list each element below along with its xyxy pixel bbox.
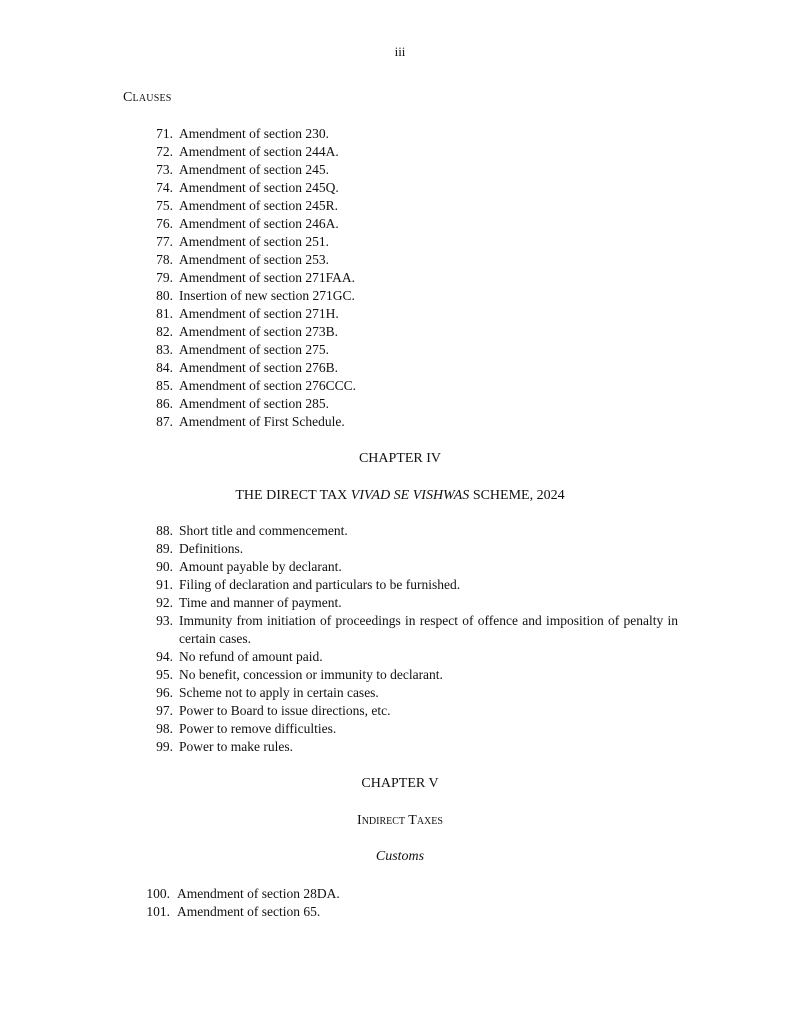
clause-text: Amendment of section 253. — [179, 252, 329, 267]
clause-text: Short title and commencement. — [179, 523, 348, 538]
clause-item — [143, 233, 683, 251]
clause-number: 101. — [146, 904, 170, 919]
clause-number: 83. — [156, 342, 173, 357]
chapter-v-heading: CHAPTER V — [361, 776, 439, 791]
clause-number: 74. — [156, 180, 173, 195]
clause-number: 78. — [156, 252, 173, 267]
clause-item — [143, 558, 678, 576]
clause-item — [139, 903, 679, 921]
customs-heading: Customs — [375, 849, 425, 864]
clause-number: 82. — [156, 324, 173, 339]
clause-number: 86. — [156, 396, 173, 411]
clause-number: 77. — [156, 234, 173, 249]
clause-number: 92. — [156, 595, 173, 610]
scheme-title-italic: VIVAD SE VISHWAS — [350, 488, 470, 503]
clause-text: Amendment of First Schedule. — [179, 414, 345, 429]
clause-text: Amendment of section 271FAA. — [179, 270, 355, 285]
clause-number: 87. — [156, 414, 173, 429]
clause-item — [143, 702, 678, 720]
clause-number: 100. — [146, 886, 170, 901]
clause-text: Amount payable by declarant. — [179, 559, 342, 574]
clause-item — [143, 251, 683, 269]
clause-item — [143, 395, 683, 413]
clause-item — [143, 594, 678, 612]
clause-number: 88. — [156, 523, 173, 538]
clause-number: 96. — [156, 685, 173, 700]
clause-text: Time and manner of payment. — [179, 595, 342, 610]
clause-item — [143, 413, 683, 431]
clause-text: Filing of declaration and particulars to be furnished. — [179, 577, 461, 592]
clauses-list-amendments — [143, 125, 683, 431]
clause-text: Amendment of section 245Q. — [179, 180, 339, 195]
clause-item — [143, 540, 678, 558]
clause-text: Amendment of section 271H. — [179, 306, 339, 321]
clause-text: Amendment of section 65. — [177, 904, 321, 919]
clause-number: 80. — [156, 288, 173, 303]
clause-item — [143, 125, 683, 143]
clause-text: Amendment of section 276B. — [179, 360, 338, 375]
scheme-title-suffix: SCHEME, 2024 — [469, 488, 565, 503]
clauses-label: Clauses — [123, 90, 172, 105]
clause-number: 73. — [156, 162, 173, 177]
clause-number: 75. — [156, 198, 173, 213]
page-number: iii — [394, 44, 406, 59]
clause-item — [143, 576, 678, 594]
clause-text: Amendment of section 275. — [179, 342, 329, 357]
clause-number: 89. — [156, 541, 173, 556]
clause-number: 91. — [156, 577, 173, 592]
scheme-title-prefix: THE DIRECT TAX — [235, 488, 351, 503]
clause-item — [143, 323, 683, 341]
clause-text: Amendment of section 246A. — [179, 216, 339, 231]
clause-text: Power to Board to issue directions, etc. — [179, 703, 391, 718]
clause-text: Amendment of section 245R. — [179, 198, 338, 213]
clause-number: 85. — [156, 378, 173, 393]
scheme-title — [0, 488, 800, 504]
clause-text: Amendment of section 245. — [179, 162, 329, 177]
clause-text: Amendment of section 230. — [179, 126, 329, 141]
clause-text: Immunity from initiation of proceedings in respect of offence and imposition of penalty in certain cases. — [179, 613, 678, 646]
clause-number: 76. — [156, 216, 173, 231]
clause-item — [143, 287, 683, 305]
clause-text: Amendment of section 276CCC. — [179, 378, 356, 393]
clauses-list-scheme — [143, 522, 678, 756]
indirect-taxes-heading: Indirect Taxes — [357, 813, 443, 828]
clause-text: Insertion of new section 271GC. — [179, 288, 355, 303]
clause-item — [143, 179, 683, 197]
clauses-list-customs — [139, 885, 679, 921]
clause-text: Amendment of section 251. — [179, 234, 329, 249]
clause-item — [143, 738, 678, 756]
chapter-iv-heading: CHAPTER IV — [358, 451, 442, 466]
clause-item — [143, 377, 683, 395]
clause-number: 71. — [156, 126, 173, 141]
clause-item — [143, 161, 683, 179]
clause-item — [143, 269, 683, 287]
clause-text: No refund of amount paid. — [179, 649, 323, 664]
clause-text: Amendment of section 244A. — [179, 144, 339, 159]
clause-number: 72. — [156, 144, 173, 159]
clause-item — [139, 885, 679, 903]
clause-number: 98. — [156, 721, 173, 736]
clause-number: 93. — [156, 613, 173, 628]
clause-number: 97. — [156, 703, 173, 718]
clause-item — [143, 197, 683, 215]
clause-item — [143, 648, 678, 666]
clause-text: Amendment of section 273B. — [179, 324, 338, 339]
clause-number: 84. — [156, 360, 173, 375]
clause-item — [143, 666, 678, 684]
clause-item — [143, 359, 683, 377]
clause-text: Power to remove difficulties. — [179, 721, 337, 736]
clause-item — [143, 341, 683, 359]
clause-item — [143, 684, 678, 702]
clause-number: 94. — [156, 649, 173, 664]
clause-number: 90. — [156, 559, 173, 574]
clause-item — [143, 143, 683, 161]
clause-item — [143, 522, 678, 540]
clause-number: 99. — [156, 739, 173, 754]
clause-text: Definitions. — [179, 541, 244, 556]
clause-item — [143, 720, 678, 738]
clause-text: Power to make rules. — [179, 739, 293, 754]
clause-number: 81. — [156, 306, 173, 321]
clause-item — [143, 215, 683, 233]
clause-text: Amendment of section 28DA. — [177, 886, 340, 901]
clause-number: 79. — [156, 270, 173, 285]
clause-text: Amendment of section 285. — [179, 396, 329, 411]
clause-text: Scheme not to apply in certain cases. — [179, 685, 379, 700]
clause-text: No benefit, concession or immunity to declarant. — [179, 667, 443, 682]
clause-number: 95. — [156, 667, 173, 682]
clause-item — [143, 612, 678, 648]
clause-item — [143, 305, 683, 323]
